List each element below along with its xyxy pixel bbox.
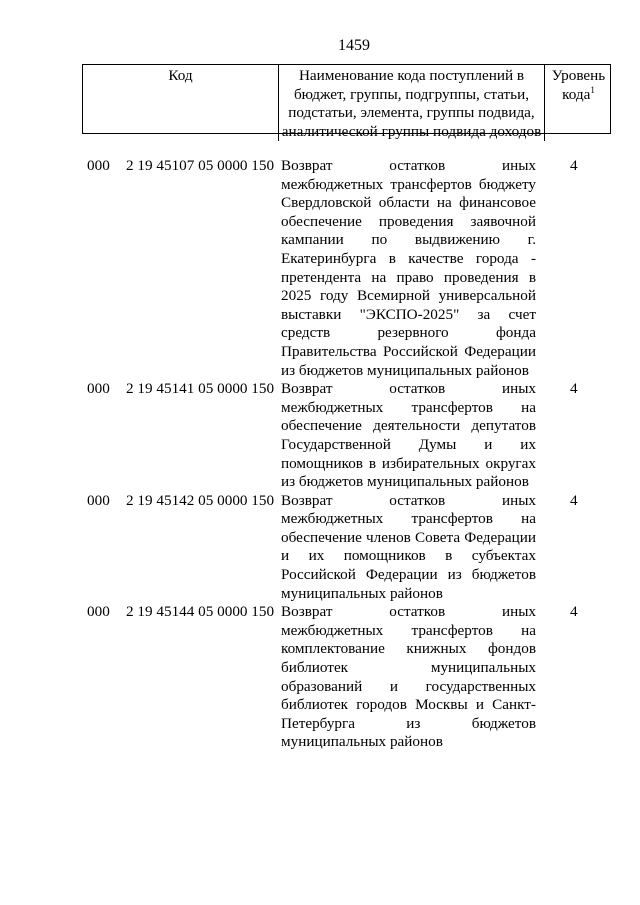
- row-code: 2 19 45141 05 0000 150: [126, 380, 275, 398]
- table-row: [0, 603, 640, 752]
- header-code: Код: [168, 67, 193, 84]
- header-level-footnote: 1: [590, 84, 595, 95]
- row-prefix: 000: [87, 157, 110, 174]
- table-row: [0, 492, 640, 604]
- row-level: 4: [570, 491, 578, 509]
- header-level-label: Уровень кода: [551, 67, 606, 103]
- row-description: Возврат остатков иных межбюджетных трансфертов на комплектование книжных фондов библиотек муниципальных образований и государственных библиотек городов Москвы и Санкт-Петербурга из бюджетов муниципальных районов: [281, 603, 536, 751]
- header-level: [544, 65, 612, 141]
- row-level: 4: [570, 380, 578, 398]
- row-description: Возврат остатков иных межбюджетных трансфертов на обеспечение членов Совета Федерации и их помощников в субъектах Российской Федерации из бюджетов муниципальных районов: [281, 491, 536, 602]
- row-prefix: 000: [87, 603, 110, 621]
- row-code: 2 19 45144 05 0000 150: [126, 603, 275, 621]
- header-name: Наименование кода поступлений в бюджет, группы, подгруппы, статьи, подстатьи, элемента, группы подвида, аналитической группы подвида доходов: [278, 65, 544, 141]
- row-description: Возврат остатков иных межбюджетных трансфертов на обеспечение деятельности депутатов Государственной Думы и их помощников в избирательных округах из бюджетов муниципальных районов: [281, 380, 536, 491]
- page-number: 1459: [338, 37, 370, 54]
- row-level: 4: [570, 157, 578, 174]
- row-code: 2 19 45142 05 0000 150: [126, 491, 275, 509]
- table-row: [0, 380, 640, 492]
- table-header: [82, 64, 611, 140]
- row-prefix: 000: [87, 491, 110, 509]
- table-body: [0, 157, 640, 752]
- row-code: 2 19 45107 05 0000 150: [126, 157, 275, 174]
- row-prefix: 000: [87, 380, 110, 398]
- row-level: 4: [570, 603, 578, 621]
- table-row: [0, 157, 640, 380]
- row-description: Возврат остатков иных межбюджетных трансфертов бюджету Свердловской области на финансовое обеспечение проведения заявочной кампании по выдвижению г. Екатеринбурга в качестве города - претендента на право проведения в 2025 году Всемирной универсальной выставки "ЭКСПО-2025" за счет средств резервного фонда Правительства Российской Федерации из бюджетов муниципальных районов: [281, 157, 536, 379]
